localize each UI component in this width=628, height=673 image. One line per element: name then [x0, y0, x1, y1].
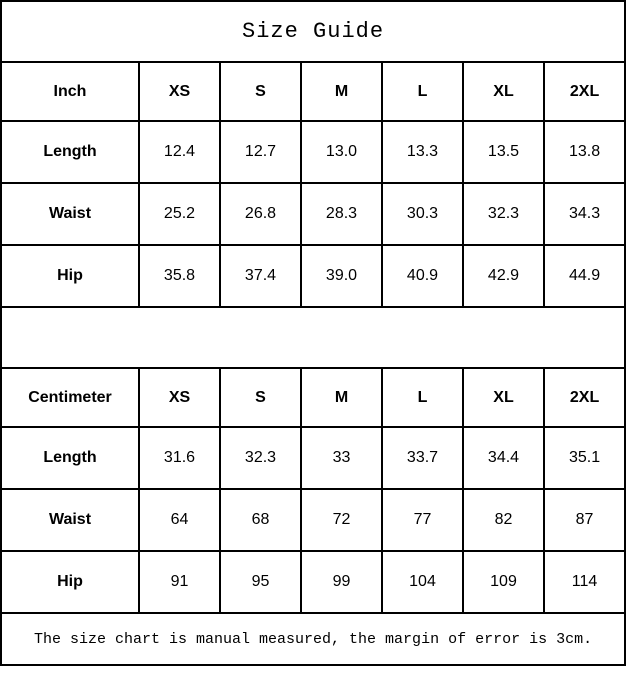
table-cell: 77 — [382, 489, 463, 551]
table-cell: 87 — [544, 489, 625, 551]
cm-header-row — [1, 368, 625, 427]
inch-length-row — [1, 121, 625, 183]
table-cell: 42.9 — [463, 245, 544, 307]
spacer-cell — [1, 307, 625, 368]
table-cell: 26.8 — [220, 183, 301, 245]
table-cell: 12.7 — [220, 121, 301, 183]
size-header-xl: XL — [463, 368, 544, 427]
footer-row — [1, 613, 625, 665]
table-cell: 34.4 — [463, 427, 544, 489]
table-cell: 64 — [139, 489, 220, 551]
inch-waist-row — [1, 183, 625, 245]
row-label-waist: Waist — [1, 183, 139, 245]
table-cell: 13.5 — [463, 121, 544, 183]
row-label-waist: Waist — [1, 489, 139, 551]
table-cell: 33.7 — [382, 427, 463, 489]
row-label-length: Length — [1, 121, 139, 183]
table-cell: 39.0 — [301, 245, 382, 307]
table-cell: 33 — [301, 427, 382, 489]
table-cell: 35.1 — [544, 427, 625, 489]
row-label-hip: Hip — [1, 245, 139, 307]
size-header-xs: XS — [139, 62, 220, 121]
size-header-l: L — [382, 368, 463, 427]
table-cell: 68 — [220, 489, 301, 551]
size-header-2xl: 2XL — [544, 62, 625, 121]
table-cell: 37.4 — [220, 245, 301, 307]
size-header-m: M — [301, 368, 382, 427]
table-cell: 40.9 — [382, 245, 463, 307]
cm-hip-row — [1, 551, 625, 613]
size-header-xs: XS — [139, 368, 220, 427]
table-cell: 12.4 — [139, 121, 220, 183]
size-header-l: L — [382, 62, 463, 121]
spacer-row — [1, 307, 625, 368]
table-cell: 72 — [301, 489, 382, 551]
table-cell: 32.3 — [220, 427, 301, 489]
table-cell: 44.9 — [544, 245, 625, 307]
page-title: Size Guide — [1, 1, 625, 62]
inch-hip-row — [1, 245, 625, 307]
table-cell: 25.2 — [139, 183, 220, 245]
table-cell: 104 — [382, 551, 463, 613]
footer-note: The size chart is manual measured, the margin of error is 3cm. — [1, 613, 625, 665]
cm-unit-label: Centimeter — [1, 368, 139, 427]
table-cell: 99 — [301, 551, 382, 613]
inch-unit-label: Inch — [1, 62, 139, 121]
table-cell: 31.6 — [139, 427, 220, 489]
table-cell: 34.3 — [544, 183, 625, 245]
table-cell: 114 — [544, 551, 625, 613]
size-header-2xl: 2XL — [544, 368, 625, 427]
inch-header-row — [1, 62, 625, 121]
table-cell: 13.8 — [544, 121, 625, 183]
table-cell: 28.3 — [301, 183, 382, 245]
table-cell: 13.0 — [301, 121, 382, 183]
table-cell: 82 — [463, 489, 544, 551]
table-cell: 30.3 — [382, 183, 463, 245]
table-cell: 91 — [139, 551, 220, 613]
table-cell: 35.8 — [139, 245, 220, 307]
table-cell: 32.3 — [463, 183, 544, 245]
table-cell: 109 — [463, 551, 544, 613]
cm-length-row — [1, 427, 625, 489]
cm-waist-row — [1, 489, 625, 551]
table-cell: 95 — [220, 551, 301, 613]
size-header-s: S — [220, 62, 301, 121]
size-header-m: M — [301, 62, 382, 121]
size-header-s: S — [220, 368, 301, 427]
row-label-hip: Hip — [1, 551, 139, 613]
table-cell: 13.3 — [382, 121, 463, 183]
size-header-xl: XL — [463, 62, 544, 121]
row-label-length: Length — [1, 427, 139, 489]
title-row — [1, 1, 625, 62]
